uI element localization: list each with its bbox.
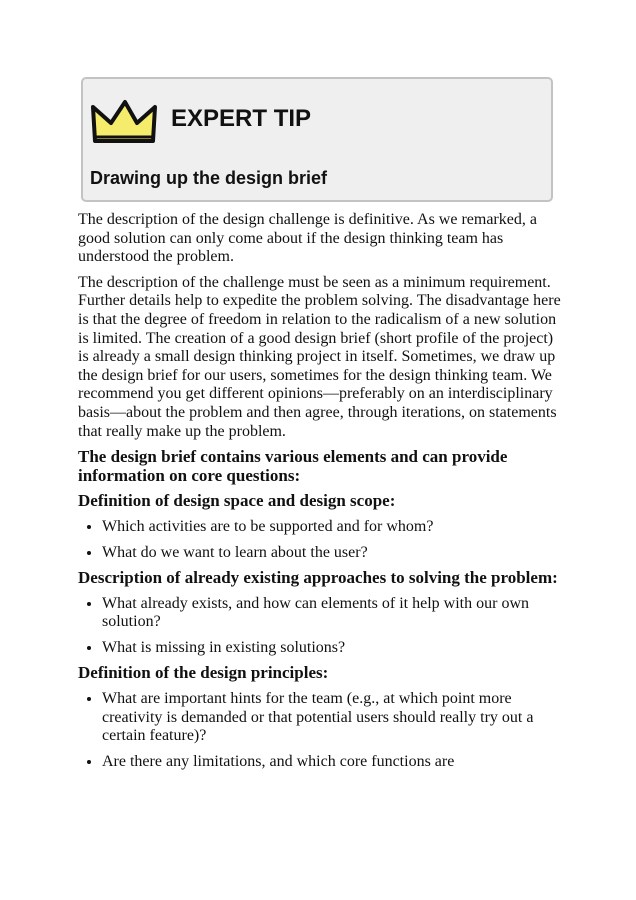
- paragraph: The description of the challenge must be seen as a minimum requirement. Further details help to expedite the problem solving. The disadvantage here is that the degree of freedom in relation to the radicalism of a new solution is limited. The creation of a good design brief (short profile of the project) is already a small design thinking project in itself. Sometimes, we draw up the design brief for our users, sometimes for the design thinking team. We recommend you get different opinions—preferably on an interdisciplinary basis—about the problem and then agree, through iterations, on statements that really make up the problem.: [78, 273, 561, 440]
- tip-subtitle: Drawing up the design brief: [90, 168, 328, 188]
- section-heading-design-principles: Definition of the design principles:: [78, 663, 329, 683]
- intro-heading: The design brief contains various elements and can provide information on core questions:: [78, 447, 508, 485]
- section-heading-design-space: Definition of design space and design scope:: [78, 491, 396, 511]
- bullet-list: [78, 690, 562, 771]
- list-item: • What already exists, and how can elements of it help with our own solution?: [102, 595, 562, 632]
- bullet-list: [78, 595, 562, 658]
- list-item: • What do we want to learn about the user?: [102, 544, 562, 563]
- list-item: • Which activities are to be supported and for whom?: [102, 518, 562, 537]
- expert-tip-box: [81, 77, 553, 202]
- list-item: • What are important hints for the team (e.g., at which point more creativity is demanded or that potential users should really try out a certain feature)?: [102, 690, 562, 746]
- list-item: • What is missing in existing solutions?: [102, 639, 562, 658]
- crown-icon: [89, 97, 161, 149]
- list-item: • Are there any limitations, and which core functions are: [102, 753, 562, 772]
- bullet-list: [78, 518, 562, 562]
- paragraph: The description of the design challenge is definitive. As we remarked, a good solution can only come about if the design thinking team has understood the problem.: [78, 211, 537, 266]
- section-heading-existing-approaches: Description of already existing approaches to solving the problem:: [78, 568, 558, 588]
- tip-title: EXPERT TIP: [171, 105, 312, 132]
- document-body: [78, 211, 562, 778]
